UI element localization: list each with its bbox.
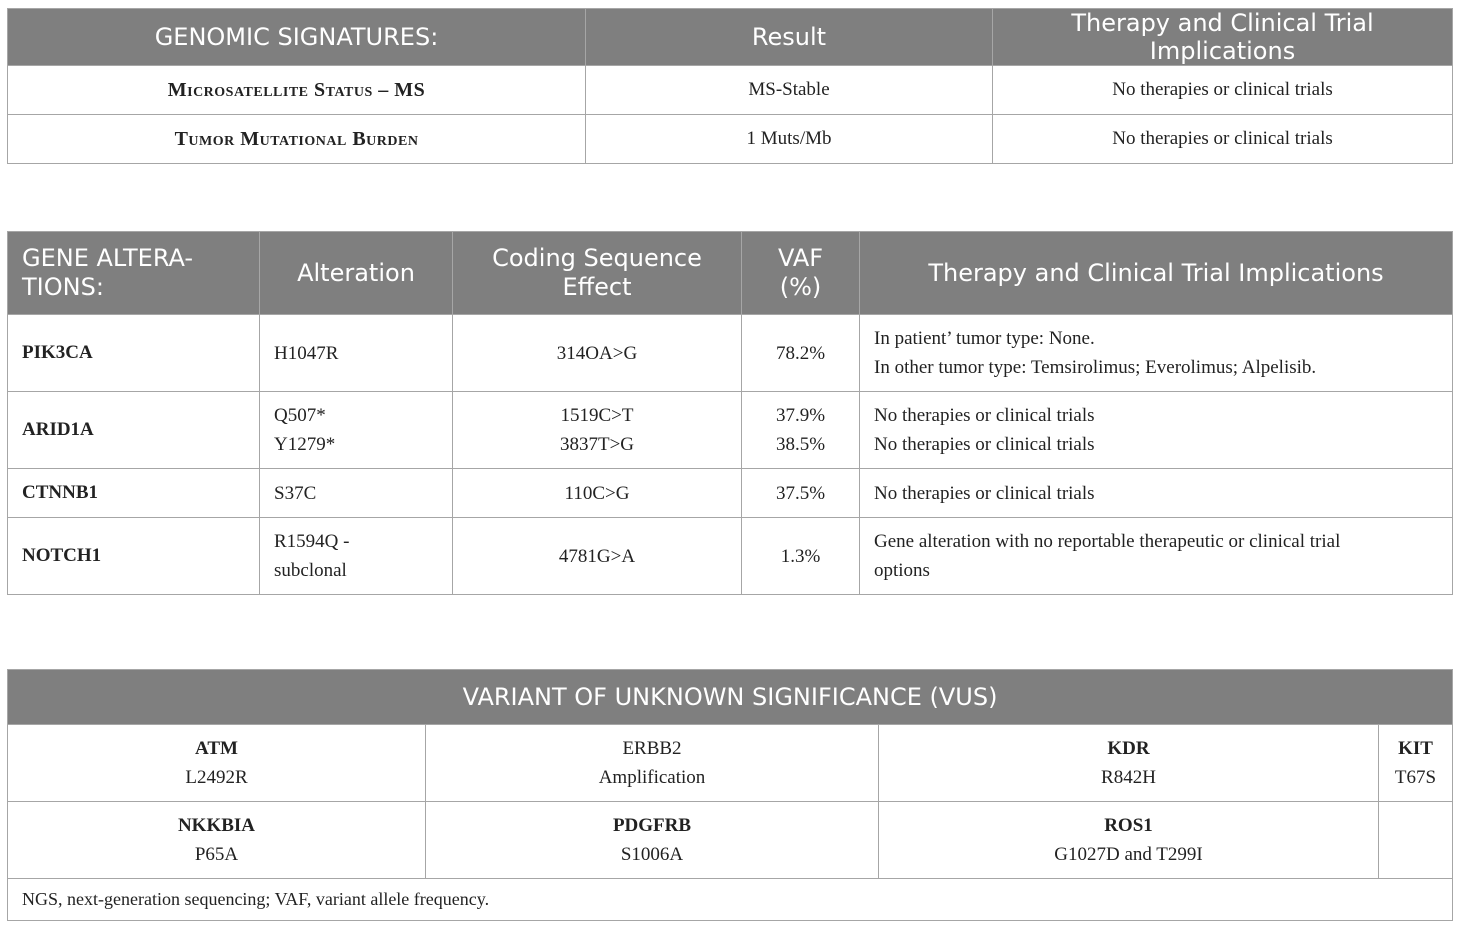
table-row bbox=[8, 469, 1453, 518]
signature-name: Microsatellite Status – MS bbox=[8, 66, 586, 115]
table-row bbox=[8, 315, 1453, 392]
vus-cell bbox=[8, 802, 426, 879]
table-row bbox=[8, 518, 1453, 595]
gene-name: ARID1A bbox=[8, 392, 260, 469]
header-therapy-implications: Therapy and Clinical Trial Implications bbox=[993, 9, 1453, 66]
header-therapy-implications: Therapy and Clinical Trial Implications bbox=[860, 232, 1453, 315]
header-genomic-signatures: GENOMIC SIGNATURES: bbox=[8, 9, 586, 66]
coding-value: 314OA>G bbox=[556, 342, 638, 364]
vus-variant: S1006A bbox=[620, 844, 684, 865]
coding-cell bbox=[453, 469, 742, 518]
coding-value: 4781G>A bbox=[558, 545, 636, 567]
vus-cell-empty bbox=[1379, 802, 1453, 879]
header-coding-sequence bbox=[453, 232, 742, 315]
vaf-value: 78.2% bbox=[775, 342, 826, 364]
header-gene-line: GENE ALTERA- bbox=[22, 244, 194, 272]
alteration-value: H1047R bbox=[274, 342, 339, 364]
table-row bbox=[8, 392, 1453, 469]
implication-cell bbox=[860, 392, 1453, 469]
vus-gene: KDR bbox=[1107, 738, 1150, 759]
vus-variant: R842H bbox=[1101, 767, 1156, 788]
gene-name: NOTCH1 bbox=[8, 518, 260, 595]
alteration-cell bbox=[260, 469, 453, 518]
vaf-cell bbox=[742, 469, 860, 518]
table-footnote: NGS, next-generation sequencing; VAF, variant allele frequency. bbox=[8, 879, 1453, 921]
signature-implication: No therapies or clinical trials bbox=[993, 115, 1453, 164]
vus-variant: L2492R bbox=[185, 767, 248, 788]
coding-cell bbox=[453, 518, 742, 595]
table-row bbox=[8, 802, 1453, 879]
implication-text: Gene alteration with no reportable therapeutic or clinical trial bbox=[874, 531, 1341, 552]
alteration-value: S37C bbox=[274, 482, 317, 504]
vus-table bbox=[7, 669, 1453, 921]
signature-name: Tumor Mutational Burden bbox=[8, 115, 586, 164]
implication-text: No therapies or clinical trials bbox=[874, 405, 1095, 426]
implication-text: options bbox=[874, 560, 930, 581]
vus-variant: T67S bbox=[1394, 767, 1437, 788]
signature-result: 1 Muts/Mb bbox=[586, 115, 993, 164]
header-vaf bbox=[742, 232, 860, 315]
footnote-row bbox=[8, 879, 1453, 921]
vus-gene: NKKBIA bbox=[177, 815, 256, 836]
vaf-cell bbox=[742, 518, 860, 595]
alteration-cell bbox=[260, 315, 453, 392]
vaf-value: 1.3% bbox=[780, 545, 821, 567]
vaf-value: 38.5% bbox=[775, 434, 826, 455]
coding-value: 1519C>T bbox=[560, 405, 634, 426]
alteration-value: R1594Q - bbox=[274, 531, 350, 552]
vus-gene: KIT bbox=[1398, 738, 1433, 759]
table-row bbox=[8, 725, 1453, 802]
vaf-cell bbox=[742, 315, 860, 392]
signature-implication: No therapies or clinical trials bbox=[993, 66, 1453, 115]
signature-result: MS-Stable bbox=[586, 66, 993, 115]
gene-name: CTNNB1 bbox=[8, 469, 260, 518]
table-row bbox=[8, 115, 1453, 164]
alteration-value: Y1279* bbox=[274, 434, 336, 455]
alteration-value: Q507* bbox=[274, 405, 326, 426]
alteration-cell bbox=[260, 392, 453, 469]
implication-cell bbox=[860, 469, 1453, 518]
table-row bbox=[8, 66, 1453, 115]
implication-text: No therapies or clinical trials bbox=[874, 434, 1095, 455]
vus-cell bbox=[426, 725, 879, 802]
header-gene-alterations bbox=[8, 232, 260, 315]
alteration-cell bbox=[260, 518, 453, 595]
vus-variant: P65A bbox=[194, 844, 239, 865]
vus-cell bbox=[879, 725, 1379, 802]
header-coding-line: Coding Sequence bbox=[492, 244, 702, 272]
implication-text: In other tumor type: Temsirolimus; Everolimus; Alpelisib. bbox=[874, 357, 1317, 378]
header-vus: VARIANT OF UNKNOWN SIGNIFICANCE (VUS) bbox=[8, 670, 1453, 725]
gene-name: PIK3CA bbox=[8, 315, 260, 392]
header-vaf-line: (%) bbox=[779, 273, 822, 301]
vus-cell bbox=[1379, 725, 1453, 802]
vus-gene: ROS1 bbox=[1104, 815, 1153, 836]
vus-cell bbox=[879, 802, 1379, 879]
implication-text: In patient’ tumor type: None. bbox=[874, 328, 1095, 349]
vus-variant: Amplification bbox=[598, 767, 706, 788]
vus-gene: ATM bbox=[195, 738, 238, 759]
vaf-value: 37.5% bbox=[775, 482, 826, 504]
vus-gene: PDGFRB bbox=[612, 815, 692, 836]
vus-cell bbox=[426, 802, 879, 879]
vus-cell bbox=[8, 725, 426, 802]
implication-cell bbox=[860, 315, 1453, 392]
gene-alterations-header-row bbox=[8, 232, 1453, 315]
implication-cell bbox=[860, 518, 1453, 595]
header-result: Result bbox=[586, 9, 993, 66]
coding-cell bbox=[453, 392, 742, 469]
vaf-cell bbox=[742, 392, 860, 469]
header-vaf-line: VAF bbox=[777, 244, 824, 272]
vus-header-row bbox=[8, 670, 1453, 725]
coding-value: 3837T>G bbox=[559, 434, 635, 455]
gene-alterations-table bbox=[7, 231, 1453, 595]
header-alteration: Alteration bbox=[260, 232, 453, 315]
coding-cell bbox=[453, 315, 742, 392]
genomic-signatures-table bbox=[7, 8, 1453, 164]
header-gene-line: TIONS: bbox=[22, 273, 104, 301]
implication-text: No therapies or clinical trials bbox=[874, 482, 1095, 504]
vus-variant: G1027D and T299I bbox=[1054, 844, 1203, 865]
vus-gene: ERBB2 bbox=[622, 738, 682, 759]
genomic-signatures-header-row bbox=[8, 9, 1453, 66]
alteration-value: subclonal bbox=[274, 560, 347, 581]
header-coding-line: Effect bbox=[562, 273, 632, 301]
coding-value: 110C>G bbox=[564, 482, 630, 504]
vaf-value: 37.9% bbox=[775, 405, 826, 426]
